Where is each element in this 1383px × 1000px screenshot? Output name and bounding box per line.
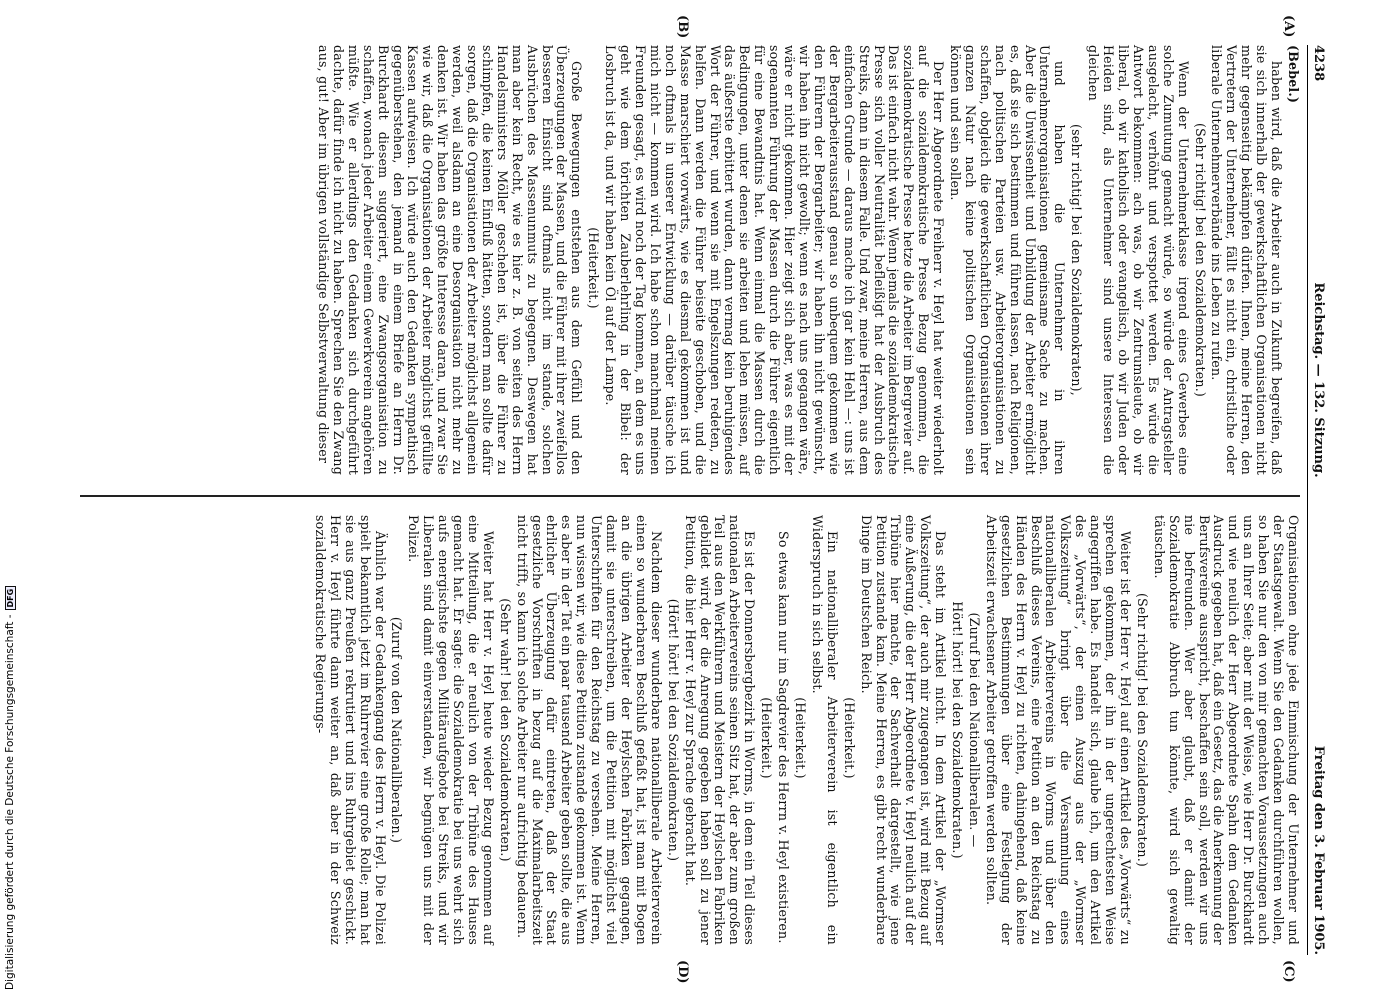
paragraph: Organisationen ohne jede Einmischung der Unternehmer und der Staatsgewalt. Wenn Sie den Gedanken durchführen wollen, so haben Sie nur den von mir gemachten Voraussetzungen auch uns an Ihrer Seite; aber mit der Weise, wie Herr Dr. Burckhardt und wie neulich der Herr Abgeordnete Spahn dem Gedanken Ausdruck gegeben hat, daß ein Gesetz, das die Anerkennung der Berufsvereine ausspricht, beschaffen sein soll, werden wir uns nie befreunden. Wer aber glaubt, daß er damit der Sozialdemokratie Abbruch tun könnte, wird sich gewaltig täuschen. [1151,515,1301,945]
digitization-text: Digitalisierung gefördert durch die Deutsche Forschungsgemeinschaft - [4,614,16,990]
margin-marker-a: (A) [1281,15,1296,38]
interjection: (sehr richtig! bei den Sozialdemokraten), [1069,124,1085,396]
session-date: Freitag den 3. Februar 1905. [1311,745,1327,955]
dfg-logo: DFG [5,586,16,611]
interjection: Hört! hört! bei den Sozialdemokraten.) [950,601,966,859]
interjection-laughter: (Heiterkeit.) [841,697,857,779]
paragraph: Weiter ist der Herr v. Heyl auf einen Artikel des „Vorwärts“ zu sprechen gekommen, der ihn in der ungerechtesten Weise angegriffen habe. Es handelt sich, glaube ich, um den Artikel des „Vorwärts“, der einen Auszug aus der „Wormser Volkszeitung“ bringt über die Versammlung eines nationalliberalen Arbeitervereins in Worms und über den Beschluß dieses Vereins, eine Petition an den Reichstag zu Händen des Herrn v. Heyl zu richten, dahingehend, daß keine gesetzlichen Bestimmungen über eine Festlegung der Arbeitszeit erwachsener Arbeiter getroffen werden sollten. [983,515,1134,945]
column-divider [80,495,1300,497]
column-right [80,515,1300,945]
interjection: (Hört! hört! bei den Sozialdemokraten.) [665,598,681,862]
interjection: (Sehr richtig! bei den Sozialdemokraten.) [1134,592,1150,868]
paragraph: Der Herr Abgeordnete Freiherr v. Heyl hat weiter wiederholt auf die sozialdemokratische Presse Bezug genommen, die sozialdemokratische Presse hetze die Arbeiter im Bergrevier auf. Das ist einfach nicht wahr. Wenn jemals die sozialdemokratische Presse sich voller Neutralität befleißigt hat der Ausbruch des Streiks, dann in diesem Falle. Und zwar, meine Herren, aus dem einfachen Grunde — daraus mache ich gar kein Hehl —: uns ist der Bergarbeiterausstand genau so unbequem gekommen wie den Führern der Bergarbeiter; wir haben ihn nicht gewünscht, wir haben ihn nicht gewollt; wenn es nach uns gegangen wäre, wäre er nicht gekommen. Hier zeigt sich aber, was es mit der sogenannten Führung der Massen durch die Führer eigentlich für eine Bewandtnis hat. Wenn einmal die Massen durch die Bedingungen, unter denen sie arbeiten und leben müssen, auf das äußerste erbittert wurden, dann vermag kein beruhigendes Wort der Führer, und wenn sie mit Engelszungen redeten, zu helfen. Dann werden die Führer beiseite geschoben, und die Masse marschiert vorwärts, wie es diesmal gekommen ist und noch oftmals in unserer Entwicklung — darüber täusche ich mich nicht — kommen wird. Ich habe schon manchmal meinen Freunden gesagt, es wird noch der Tag kommen, an dem es uns geht wie dem törichten Zauberlehrling in der Bibel: der Losbruch ist da, und wir haben kein Öl auf der Lampe. [603,45,947,475]
paragraph: Große Bewegungen entstehen aus dem Gefühl und den Überzeugungen der Massen, und die Führer mit ihrer zweifellos besseren Einsicht sind oftmals nicht im stande, solchen Ausbrüchen des Massenunmuts zu begegnen. Deswegen hat man aber kein Recht, wie es hier z. B. von seiten des Herrn Handelsministers Möller geschehen ist, über die Führer zu schimpfen, die keinen Einfluß hätten, sondern man sollte dafür sorgen, daß die Organisationen der Arbeiter möglichst allgemein werden, weil alsdann an eine Desorganisation nicht mehr zu denken ist. Wir haben das größte Interesse daran, und zwar Sie wie wir, daß die Organisationen der Arbeiter möglichst gefüllte Kassen aufweisen. Ich würde auch den Gedanken sympathisch gegenüberstehen, den jemand in einem Briefe an Herrn Dr. Burckhardt diesem suggeriert, eine Zwangsorganisation zu schaffen, wonach jeder Arbeiter einem Gewerkverein angehören müßte. Wie er allerdings den Gedanken sich durchgeführt dachte, dafür finde ich nicht zu haben. Sprechen Sie den Zwang aus, gut! Aber im übrigen vollständige Selbstverwaltung dieser [316,45,585,475]
paragraph: Ähnlich war der Gedankengang des Herrn v. Heyl. Die Polizei spielt bekanntlich jetzt im Ruhrrevier eine große Rolle; man hat sie aus ganz Preußen rekrutiert und ins Ruhrgebiet geschickt. Herr v. Heyl führte dann weiter an, daß aber in der Schweiz sozialdemokratische Regierungs- [312,515,388,945]
paragraph: Nachdem dieser wunderbare nationalliberale Arbeiterverein einen so wunderbaren Beschluß gefaßt hat, ist man mit Bogen an die übrigen Arbeiter der Heylschen Fabriken gegangen, damit sie unterschreiben, um die Petition mit möglichst viel Unterschriften für den Reichstag zu versehen. Meine Herren, nun wissen wir, wie diese Petition zustande gekommen ist. Wenn es aber in der Tat ein paar tausend Arbeiter geben sollte, die aus ehrlicher Überzeugung dafür eintreten, daß der Staat gesetzliche Vorschriften in bezug auf die Maximalarbeitszeit nicht trifft, so kann ich solche Arbeiter nur aufrichtig bedauern. [514,515,664,945]
interjection: (Zuruf bei den Nationalliberalen. — [966,612,982,848]
digitization-notice [4,586,16,990]
interjection-laughter: (Heiterkeit.) [759,697,775,779]
margin-marker-b: (B) [675,15,690,39]
interjection-laughter: (Heiterkeit.) [793,697,808,779]
interjection: (Zuruf von den Nationalliberalen.) [389,616,405,844]
paragraph: haben wird, daß die Arbeiter auch in Zukunft begreifen, daß sie sich innerhalb der gewerkschaftlichen Organisationen nicht mehr gegenseitig bekämpfen dürfen. Ihnen, meine Herren, den Vertretern der Unternehmer, fällt es nicht ein, christliche oder liberale Unternehmerverbände ins Leben zu rufen. [1209,45,1285,475]
paragraph: Es ist der Donnersbergbezirk in Worms, in dem ein Teil dieses nationalen Arbeitervereins seinen Sitz hat, der aber zum großen Teil aus den Werkführern und Meistern der Heylschen Fabriken gebildet wird, der die Anregung gegeben haben soll zu jener Petition, die hier Herr v. Heyl zur Sprache gebracht hat. [682,515,758,945]
rotated-page [70,15,1330,984]
page-title: Reichstag. — 132. Sitzung. [1311,282,1327,478]
interjection: (Sehr wahr! bei den Sozialdemokraten.) [497,598,513,862]
interjection-laughter: (Heiterkeit.) [586,227,602,309]
column-left [80,45,1300,475]
margin-marker-c: (C) [1281,960,1296,983]
paragraph: Wenn der Unternehmerklasse irgend eines Gewerbes eine solche Zumutung gemacht würde, so würde der Antragsteller ausgelacht, verhöhnt und verspottet werden. Es würde die Antwort bekommen: ach was, ob wir Zentrumsleute, ob wir liberal, ob wir katholisch oder evangelisch, ob wir Juden oder Heiden sind, als Unternehmer sind unsere Interessen die gleichen [1086,45,1191,475]
page-number: 4238 [1311,45,1327,82]
paragraph: Weiter hat Herr v. Heyl heute wieder Bezug genommen auf eine Mitteilung, die er neulich von der Tribüne des Hauses gemacht hat. Er sagte: die Sozialdemokratie bei uns wehrt sich aufs energischste gegen Militäraufgebote bei Streiks, und wir Liberalen sind damit einverstanden, wir begnügen uns mit der Polizei. [406,515,496,945]
speaker-name: (Bebel.) [1286,45,1301,104]
paragraph: So etwas kann nur im Sagdrevier des Herrn v. Heyl existieren. [776,531,792,944]
interjection: (Sehr richtig! bei den Sozialdemokraten.) [1192,122,1208,398]
paragraph: Das steht im Artikel nicht. In dem Artikel der „Wormser Volkszeitung“, der auch mir zugegangen ist, wird mit Bezug auf eine Äußerung, die der Herr Abgeordnete v. Heyl neulich auf der Tribüne hier machte, der Sachverhalt dargestellt, wie jene Petition zustande kam. Meine Herren, es gibt recht wunderbare Dinge im Deutschen Reich. [858,515,949,945]
paragraph: Ein nationalliberaler Arbeiterverein ist eigentlich ein Widerspruch in sich selbst. [809,515,840,945]
paragraph: und haben die Unternehmer in ihren Unternehmerorganisationen gemeinsame Sache zu machen. Aber die Unwissenheit und Unbildung der Arbeiter ermöglicht es, daß sie sich bestimmen und führen lassen, nach Religionen, nach politischen Parteien usw. Arbeiterorganisationen zu schaffen, obgleich die gewerkschaftlichen Organisationen ihrer ganzen Natur nach keine politischen Organisationen sein können und sein sollen. [948,45,1068,475]
margin-marker-d: (D) [675,960,690,984]
page-header [1307,45,1330,955]
